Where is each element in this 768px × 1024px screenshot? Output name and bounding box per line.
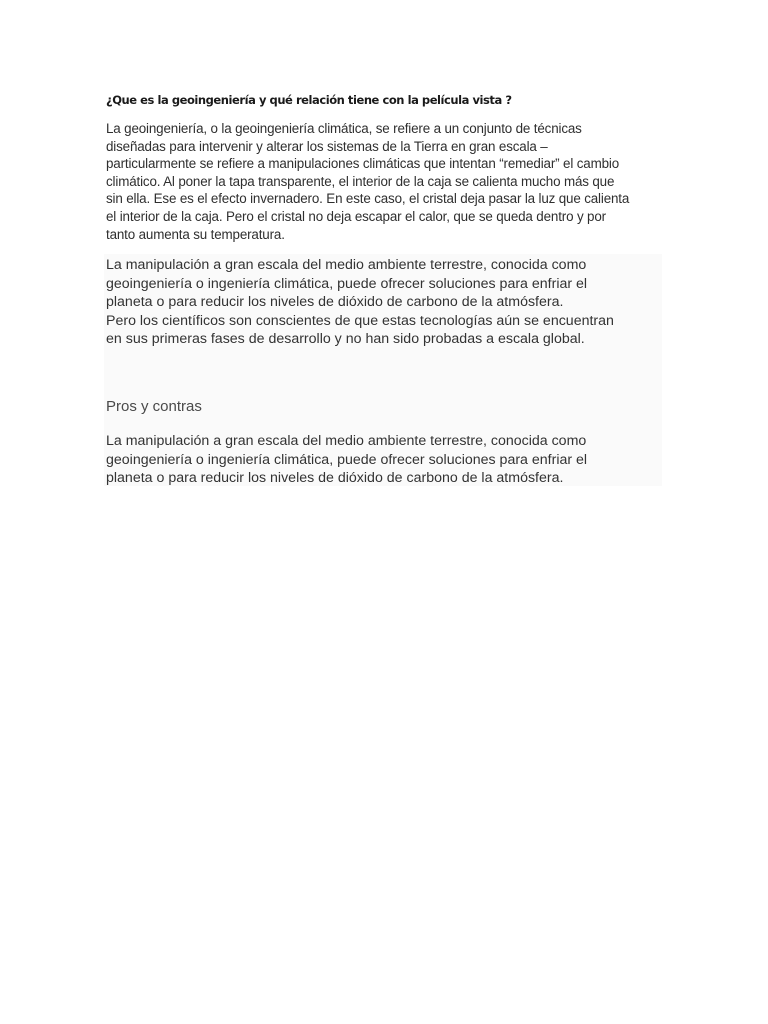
geoengineering-definition-paragraph xyxy=(106,120,668,243)
paragraph-line: geoingeniería o ingeniería climática, puede ofrecer soluciones para enfriar el xyxy=(106,451,588,468)
paragraph-line: particularmente se refiere a manipulaciones climáticas que intentan “remediar” el cambio xyxy=(106,156,620,172)
paragraph-line: tanto aumenta su temperatura. xyxy=(106,226,285,242)
paragraph-line: climático. Al poner la tapa transparente, el interior de la caja se calienta mucho más que xyxy=(106,173,615,189)
paragraph-line: planeta o para reducir los niveles de dióxido de carbono de la atmósfera. xyxy=(106,294,564,311)
paragraph-line: La manipulación a gran escala del medio ambiente terrestre, conocida como xyxy=(106,433,587,449)
question-heading: ¿Que es la geoingeniería y qué relación tiene con la película vista ? xyxy=(106,93,512,107)
paragraph-line: geoingeniería o ingeniería climática, puede ofrecer soluciones para enfriar el xyxy=(106,275,588,292)
paragraph-line: diseñadas para intervenir y alterar los sistemas de la Tierra en gran escala – xyxy=(106,138,548,154)
pros-cons-paragraph xyxy=(106,432,666,488)
paragraph-line: el interior de la caja. Pero el cristal no deja escapar el calor, que se queda dentro y por xyxy=(106,208,606,224)
large-scale-manipulation-paragraph xyxy=(106,256,666,349)
paragraph-line: La manipulación a gran escala del medio ambiente terrestre, conocida como xyxy=(106,257,587,273)
pros-cons-heading: Pros y contras xyxy=(106,398,202,415)
paragraph-line: en sus primeras fases de desarrollo y no han sido probadas a escala global. xyxy=(106,331,585,348)
paragraph-line: sin ella. Ese es el efecto invernadero. En este caso, el cristal deja pasar la luz que calienta xyxy=(106,191,630,207)
paragraph-line: La geoingeniería, o la geoingeniería climática, se refiere a un conjunto de técnicas xyxy=(106,121,582,136)
paragraph-line: Pero los científicos son conscientes de que estas tecnologías aún se encuentran xyxy=(106,312,614,329)
paragraph-line: planeta o para reducir los niveles de dióxido de carbono de la atmósfera. xyxy=(106,470,564,487)
